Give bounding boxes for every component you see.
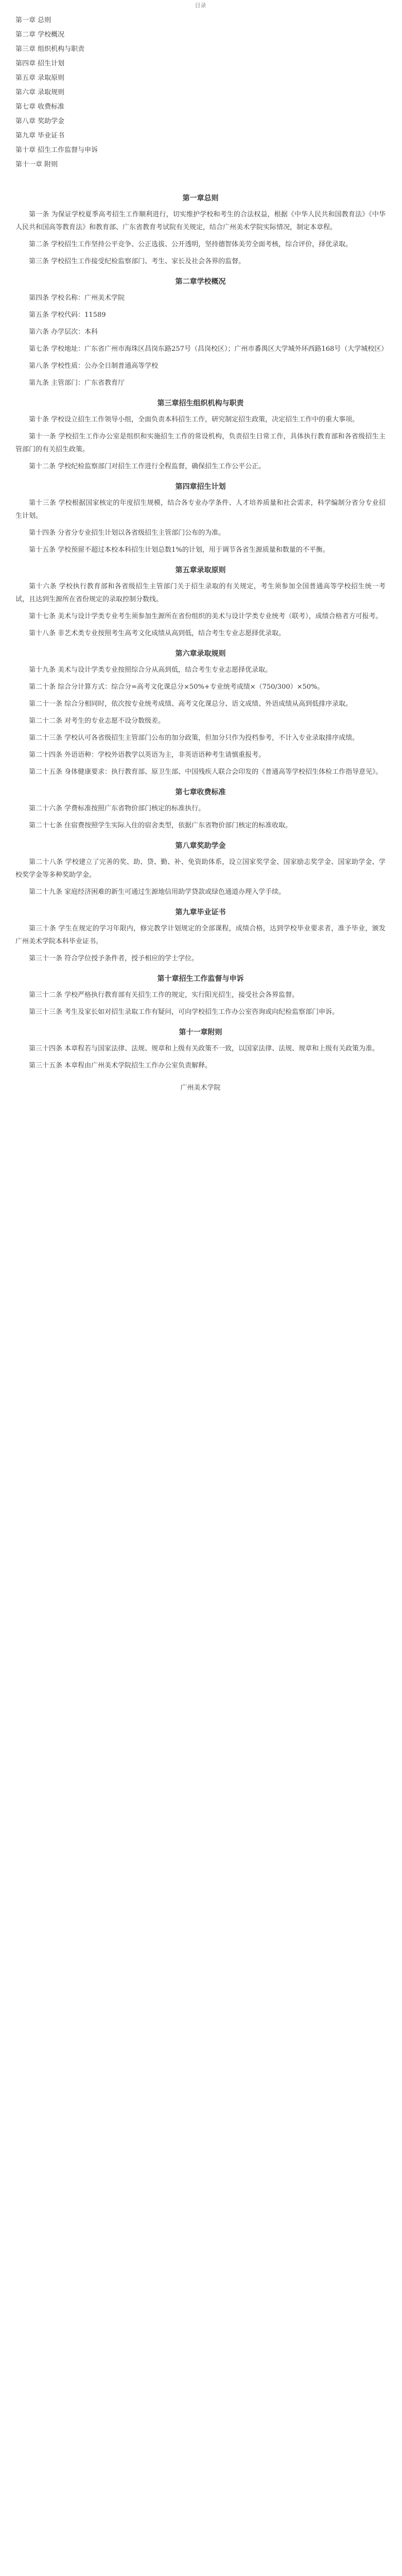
article-paragraph: 第六条 办学层次：本科 [29, 328, 98, 336]
article-paragraph: 第十二条 学校纪检监察部门对招生工作进行全程监督，确保招生工作公平公正。 [29, 463, 266, 470]
chapter-section [15, 971, 386, 1019]
article-paragraph: 第二十一条 综合分相同时，依次按专业统考成绩、高考文化课总分、语文成绩、外语成绩从高到低排序录取。 [29, 700, 353, 708]
toc-link-4[interactable]: 第四章 招生计划 [15, 60, 65, 67]
article-paragraph: 第十八条 非艺术类专业按照考生高考文化成绩从高到低，结合考生专业志愿择优录取。 [29, 630, 286, 637]
article-paragraph: 第五条 学校代码：11589 [29, 311, 106, 319]
toc-link-11[interactable]: 第十一章 附则 [15, 161, 58, 168]
article-paragraph: 第二十四条 外语语种：学校外语教学以英语为主，非英语语种考生请慎重报考。 [29, 751, 266, 759]
article-paragraph: 第三十五条 本章程由广州美术学院招生工作办公室负责解释。 [29, 1062, 212, 1070]
article-paragraph: 第十三条 学校根据国家核定的年度招生规模，结合各专业办学条件、人才培养质量和社会需求，科学编制分省分专业招生计划。 [15, 499, 386, 520]
chapter-title: 第七章收费标准 [175, 788, 226, 796]
article-paragraph: 第三十条 学生在规定的学习年限内，修完教学计划规定的全部课程，成绩合格，达到学校毕业要求者，准予毕业，颁发广州美术学院本科毕业证书。 [15, 925, 386, 945]
toc-link-5[interactable]: 第五章 录取原则 [15, 74, 65, 82]
chapter-section [15, 563, 386, 640]
toc-link-7[interactable]: 第七章 收费标准 [15, 103, 65, 111]
article-paragraph: 第十七条 美术与设计学类专业考生须参加生源所在省份组织的美术与设计学类专业统考（联考），成绩合格者方可报考。 [29, 613, 382, 620]
chapter-section [15, 396, 386, 473]
article-paragraph: 第三十四条 本章程若与国家法律、法规、规章和上级有关政策不一致，以国家法律、法规、规章和上级有关政策为准。 [29, 1045, 379, 1053]
chapter-section [15, 785, 386, 832]
toc-link-9[interactable]: 第九章 毕业证书 [15, 132, 65, 140]
toc-link-6[interactable]: 第六章 录取规则 [15, 89, 65, 96]
chapter-section [15, 838, 386, 899]
toc-link-3[interactable]: 第三章 组织机构与职责 [15, 45, 85, 53]
chapter-section [15, 274, 386, 389]
article-paragraph: 第十六条 学校执行教育部和各省级招生主管部门关于招生录取的有关规定，考生须参加全国普通高等学校招生统一考试，且达到生源所在省份规定的录取控制分数线。 [15, 583, 386, 603]
chapter-section [15, 191, 386, 268]
chapter-title: 第二章学校概况 [175, 278, 226, 286]
toc-link-10[interactable]: 第十章 招生工作监督与申诉 [15, 146, 98, 154]
chapter-section [15, 1025, 386, 1072]
chapter-title: 第四章招生计划 [175, 483, 226, 491]
chapters-container [15, 191, 386, 1072]
chapter-title: 第九章毕业证书 [175, 908, 226, 917]
chapter-title: 第十章招生工作监督与申诉 [157, 975, 244, 983]
article-paragraph: 第二十九条 家庭经济困难的新生可通过生源地信用助学贷款或绿色通道办理入学手续。 [29, 888, 286, 896]
chapter-section [15, 646, 386, 778]
article-paragraph: 第十五条 学校预留不超过本校本科招生计划总数1%的计划，用于调节各省生源质量和数量的不平衡。 [29, 546, 329, 554]
article-paragraph: 第二十三条 学校认可各省级招生主管部门公布的加分政策，但加分只作为投档参考，不计入专业录取排序成绩。 [29, 734, 359, 742]
toc-link-8[interactable]: 第八章 奖助学金 [15, 117, 65, 125]
article-paragraph: 第三十三条 考生及家长如对招生录取工作有疑问，可向学校招生工作办公室咨询或向纪检监察部门申诉。 [29, 1008, 339, 1016]
chapter-title: 第六章录取规则 [175, 650, 226, 658]
chapter-title: 第八章奖助学金 [175, 842, 226, 850]
article-paragraph: 第二十六条 学费标准按照广东省物价部门核定的标准执行。 [29, 805, 205, 812]
article-paragraph: 第十九条 美术与设计学类专业按照综合分从高到低，结合考生专业志愿择优录取。 [29, 666, 272, 674]
bottom-line: 广州美术学院 [180, 1084, 221, 1092]
article-paragraph: 第二十八条 学校建立了完善的奖、助、贷、勤、补、免资助体系，设立国家奖学金、国家励志奖学金、国家助学金、学校奖学金等多种奖助学金。 [15, 858, 386, 879]
chapter-section [15, 905, 386, 965]
page-header: 目录 [195, 2, 206, 9]
chapter-title: 第三章招生组织机构与职责 [157, 399, 244, 408]
toc-link-1[interactable]: 第一章 总则 [15, 16, 51, 24]
article-paragraph: 第一条 为保证学校夏季高考招生工作顺利进行，切实维护学校和考生的合法权益，根据《中华人民共和国教育法》《中华人民共和国高等教育法》和教育部、广东省教育考试院有关规定，结合广州美术学院实际情况，制定本章程。 [15, 211, 386, 231]
article-paragraph: 第二十二条 对考生的专业志愿不设分数级差。 [29, 717, 165, 725]
article-paragraph: 第四条 学校名称：广州美术学院 [29, 294, 125, 302]
article-paragraph: 第二条 学校招生工作坚持公平竞争、公正选拔、公开透明，坚持德智体美劳全面考核，综合评价，择优录取。 [29, 241, 353, 248]
chapter-title: 第十一章附则 [179, 1028, 222, 1037]
article-paragraph: 第十一条 学校招生工作办公室是组织和实施招生工作的常设机构，负责招生日常工作，具体执行教育部和各省级招生主管部门的有关招生政策。 [15, 433, 386, 453]
article-paragraph: 第三十一条 符合学位授予条件者，授予相应的学士学位。 [29, 955, 199, 962]
article-paragraph: 第二十五条 身体健康要求：执行教育部、原卫生部、中国残疾人联合会印发的《普通高等学校招生体检工作指导意见》。 [29, 768, 382, 776]
article-paragraph: 第十四条 分省分专业招生计划以各省级招生主管部门公布的为准。 [29, 529, 225, 537]
article-paragraph: 第三十二条 学校严格执行教育部有关招生工作的规定，实行阳光招生，接受社会各界监督。 [29, 991, 299, 999]
chapter-title: 第五章录取原则 [175, 566, 226, 574]
chapter-section [15, 479, 386, 556]
article-paragraph: 第二十条 综合分计算方式：综合分=高考文化课总分×50%+专业统考成绩×（750/300）×50%。 [29, 683, 324, 691]
article-paragraph: 第二十七条 住宿费按照学生实际入住的宿舍类型，依据广东省物价部门核定的标准收取。 [29, 822, 292, 829]
table-of-contents [15, 13, 386, 172]
article-paragraph: 第八条 学校性质：公办全日制普通高等学校 [29, 362, 159, 370]
article-paragraph: 第十条 学校设立招生工作领导小组，全面负责本科招生工作，研究制定招生政策，决定招生工作中的重大事项。 [29, 416, 359, 423]
toc-link-2[interactable]: 第二章 学校概况 [15, 31, 65, 39]
article-paragraph: 第九条 主管部门：广东省教育厅 [29, 379, 125, 387]
chapter-title: 第一章总则 [182, 194, 219, 202]
article-paragraph: 第七条 学校地址：广东省广州市海珠区昌岗东路257号（昌岗校区）；广州市番禺区大学城外环西路168号（大学城校区） [29, 345, 388, 353]
article-paragraph: 第三条 学校招生工作接受纪检监察部门、考生、家长及社会各界的监督。 [29, 258, 246, 265]
